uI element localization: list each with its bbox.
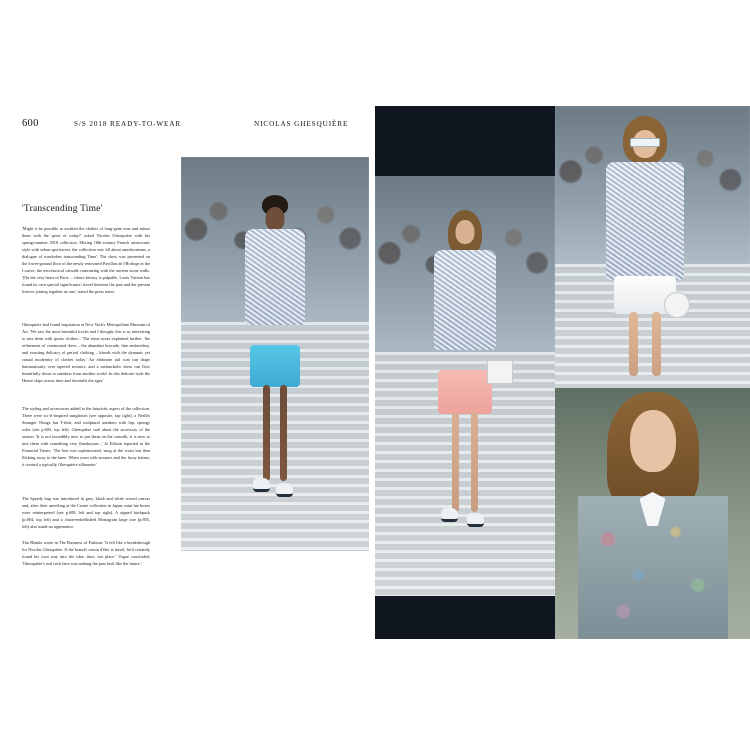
page-header [22,118,362,132]
model-shoe-right [276,483,293,497]
photo-look-top-right [555,106,750,388]
model-figure-center [417,210,513,566]
model-shorts [250,345,300,387]
model-shoe-right [467,513,484,527]
model-jacket [245,229,305,325]
body-paragraph-2: Ghesquière had found inspiration at New York's Metropolitan Museum of Art. 'We saw the most beautiful frocks and I thought, this is so interesting to mix them with sports clothes...' The show notes explained further: 'the refinement of ceremonial dress – the abundant brocade, fine embroidery, and exacting delicacy of period clothing – blends with the dynamic yet casual modernity of clothes today.' An elaborate tail coat can drape harmoniously over tapered trousers, and a melancholic dress can flow beautifully down to sneakers from another world. In this delicate style the House skips across time and dovetails the ages.' [22,322,150,383]
model-head [456,220,475,244]
photo-look-bottom-right [555,388,750,639]
pull-title: 'Transcending Time' [22,204,103,214]
running-head-season: S/S 2018 READY-TO-WEAR [74,120,182,128]
body-paragraph-5: Tim Blanks wrote in The Business of Fashion: 'It felt like a breakthrough for Nicolas Ghesquière. If the brand's raison d'être is travel, he'd certainly found his own way into the idea: time, not place.' Vogue concluded: 'Ghesquière's real trick here was making the past look like the future.' [22,540,150,566]
model-figure-top-right [590,116,700,386]
model-head [630,410,676,472]
photo-look-left [181,157,369,551]
model-shoe-left [441,508,458,522]
sunglasses-icon [630,138,660,147]
model-figure-left [230,195,320,525]
photo-look-center [375,176,555,596]
page-number: 600 [22,118,39,129]
model-jacket [606,162,684,280]
model-head [266,207,285,231]
model-legs [623,312,667,376]
mini-hat-box-bag [664,292,690,318]
body-paragraph-3: The styling and accessories added to the futuristic aspect of the collection. There were sci-fi-inspired sunglasses (see opposite, top right), a Netflix Stranger Things fan T-shirt, and sculptural sneakers with hip, springy soles (see p.603, top left). Ghesquière said about the accessory of the season: 'It is not incredibly new to put them on the catwalk, it is new to mix them with something very flamboyant...' Jo Ellison reported in the Financial Times: 'The line was sophisticated, snug at the waist but then flicking away to the knee. When worn with trousers and the fussy trainer, it created a typically Ghesquière silhouette.' [22,406,150,467]
body-paragraph-1: 'Might it be possible to awaken the clothes of long-gone eras and infuse them with the spirit of today?' asked Nicolas Ghesquière with his spring/summer 2018 collection. Mixing 18th-century French aristocratic style with urban sportswear, the collection was 'all about anachronisms, a dialogue of wardrobes transcending Time'. The show was presented on the lower-ground floor of the newly renovated Pavillon de l'Horloge at the Louvre, the neoclassical catwalk contrasting with the ancient stone walls. '[I]n the very heart of Paris ... where history is palpable, Louis Vuitton has found its own special significance: travel between the past and the present forever joining together as one,' stated the press notes. [22,226,150,294]
speedy-bag [487,360,513,384]
model-legs [447,412,483,512]
model-legs [258,385,292,481]
model-shorts [438,370,492,414]
model-shoe-left [253,478,270,492]
running-head-designer: NICOLAS GHESQUIÈRE [254,120,349,128]
body-paragraph-4: The Speedy bag was introduced in grey, black and white waxed canvas and, after their unveiling at the Cruise collection in Japan, mini hat boxes were reinterpreted (see p.608, left and top right). A zipped backpack (p.804, top left) and a chain-embellished Monogram large tote (p.805, left) also made an appearance. [22,496,150,529]
model-jacket [434,250,496,350]
model-figure-closeup [578,392,728,639]
